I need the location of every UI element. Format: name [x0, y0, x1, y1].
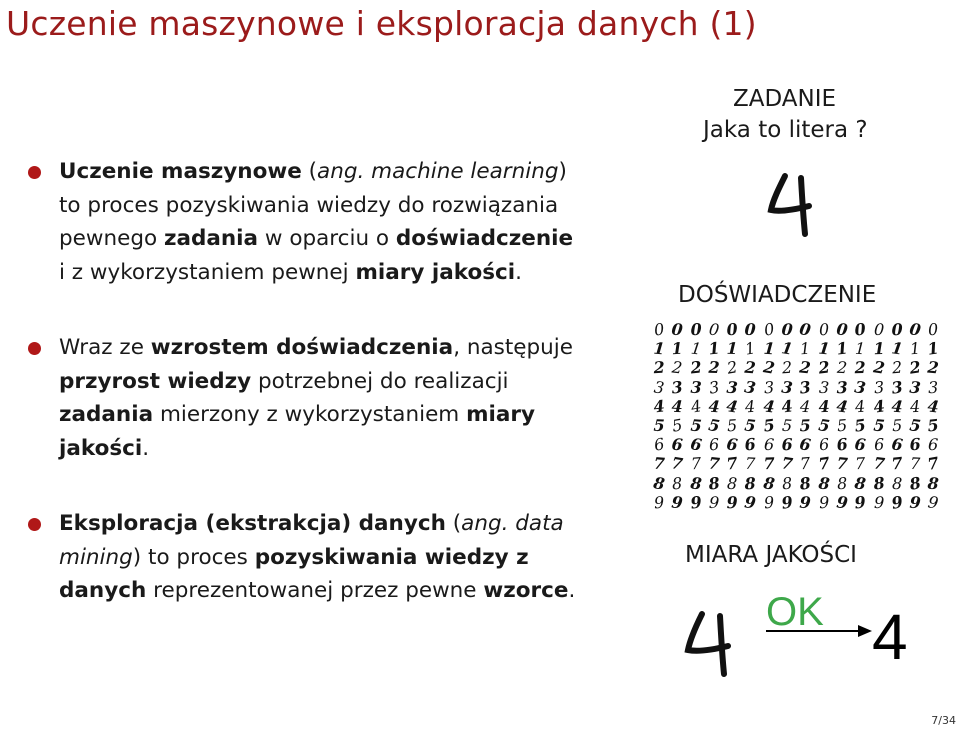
bullet-line [59, 398, 628, 432]
handwritten-digit: 6 [708, 434, 720, 455]
handwritten-digit: 9 [780, 492, 795, 513]
handwritten-digit: 1 [835, 338, 849, 359]
handwritten-digit: 5 [762, 415, 776, 436]
handwritten-digit: 4 [689, 396, 703, 417]
handwritten-digit: 8 [671, 473, 684, 493]
handwritten-digit: 9 [670, 492, 684, 513]
handwritten-digit: 5 [744, 415, 758, 436]
handwritten-digit: 8 [689, 472, 703, 494]
text-span: Wraz ze [59, 335, 151, 360]
handwritten-digit: 7 [854, 454, 866, 474]
bold-term: zadania [59, 402, 154, 427]
handwritten-digit: 6 [835, 434, 849, 455]
handwritten-digit: 5 [891, 415, 903, 436]
digit-row [650, 474, 943, 493]
handwritten-digit: 1 [780, 338, 795, 359]
handwritten-digit: 5 [670, 415, 685, 436]
handwritten-digit: 7 [652, 453, 666, 474]
handwritten-four-image [765, 170, 825, 240]
handwritten-digit: 7 [763, 454, 775, 474]
bold-term: jakości [59, 435, 143, 461]
handwritten-digit: 8 [891, 473, 903, 493]
handwritten-digit: 4 [854, 396, 867, 417]
handwritten-digit: 7 [745, 454, 757, 474]
handwritten-digit: 8 [817, 473, 831, 493]
bold-term: pozyskiwania wiedzy z [254, 544, 529, 570]
handwritten-digit: 0 [873, 319, 885, 340]
handwritten-digit: 2 [908, 357, 923, 379]
handwritten-digit: 6 [873, 434, 885, 455]
digit-row [650, 358, 943, 377]
handwritten-digit: 6 [928, 434, 940, 455]
text-span: . [142, 435, 150, 461]
handwritten-digit: 2 [799, 357, 813, 378]
text-span: mierzony z wykorzystaniem [153, 402, 467, 427]
handwritten-digit: 2 [689, 357, 703, 378]
handwritten-digit: 4 [744, 396, 757, 417]
handwritten-digit: 0 [853, 319, 868, 340]
handwritten-digit: 6 [817, 434, 830, 455]
text-span: ( [301, 159, 318, 184]
handwritten-digit: 7 [799, 453, 812, 474]
handwritten-digit: 6 [908, 434, 922, 455]
handwritten-digit: 4 [725, 395, 740, 417]
bold-term: doświadczenie [395, 226, 574, 251]
bullet-line [59, 365, 628, 399]
handwritten-digit: 3 [818, 377, 830, 397]
handwritten-digit: 3 [890, 376, 904, 398]
handwritten-digit: 0 [671, 319, 684, 340]
text-span: ) [558, 159, 567, 184]
handwritten-digit: 5 [689, 415, 702, 436]
digit-row [650, 454, 943, 473]
italic-term: ang. machine learning [317, 159, 559, 184]
task-heading: ZADANIE [733, 86, 837, 112]
page-number: 7/34 [931, 714, 956, 727]
handwritten-digit: 0 [908, 319, 923, 340]
handwritten-digit: 0 [835, 319, 849, 340]
handwritten-digit: 1 [726, 338, 739, 359]
quality-heading: MIARA JAKOŚCI [685, 542, 857, 568]
handwritten-digit: 7 [670, 453, 685, 475]
handwritten-digit: 0 [725, 319, 739, 340]
handwritten-digit: 9 [818, 492, 830, 512]
slide-title: Uczenie maszynowe i eksploracja danych (1) [6, 4, 757, 43]
handwritten-digit: 1 [926, 338, 941, 359]
handwritten-digit: 3 [726, 377, 739, 397]
handwritten-digit: 2 [744, 358, 757, 378]
handwritten-digit: 0 [818, 319, 830, 340]
handwritten-digit: 5 [836, 415, 849, 436]
text-span: pewnego [59, 226, 164, 251]
text-span: reprezentowanej przez pewne [146, 578, 484, 603]
handwritten-digit: 5 [853, 415, 868, 436]
handwritten-digit: 3 [836, 377, 849, 397]
handwritten-digit: 9 [763, 492, 775, 513]
digit-row [650, 493, 943, 512]
handwritten-digit: 2 [671, 357, 684, 378]
handwritten-digit: 1 [799, 338, 812, 359]
text-span: potrzebnej do realizacji [251, 368, 509, 394]
handwritten-digit: 5 [707, 415, 722, 436]
handwritten-digit: 0 [891, 319, 903, 340]
bullet-line [59, 222, 628, 256]
bullet-item-3 [28, 507, 628, 608]
bullet-dot [28, 518, 41, 531]
handwritten-digit: 2 [725, 357, 739, 379]
handwritten-digit: 8 [927, 473, 940, 493]
handwritten-digit: 0 [744, 319, 757, 340]
text-span: w oparciu o [258, 226, 396, 251]
handwritten-digit: 8 [707, 472, 721, 494]
handwritten-digit: 4 [926, 396, 941, 417]
handwritten-digit: 7 [707, 453, 721, 474]
digit-row [650, 378, 943, 397]
handwritten-digit: 6 [671, 434, 684, 455]
handwritten-digit: 1 [890, 338, 904, 359]
handwritten-digit: 8 [726, 473, 738, 493]
bold-term: zadania [163, 226, 259, 251]
handwritten-digit: 5 [653, 415, 666, 436]
handwritten-digit: 1 [743, 338, 758, 359]
handwritten-digit: 3 [763, 377, 775, 397]
handwritten-digit: 4 [707, 396, 721, 417]
handwritten-digit: 1 [909, 338, 922, 359]
handwritten-digit: 5 [781, 415, 793, 436]
handwritten-digit: 3 [689, 377, 702, 397]
handwritten-digit: 7 [725, 453, 740, 474]
handwritten-digit: 2 [817, 357, 831, 378]
handwritten-digit: 0 [798, 319, 813, 340]
experience-heading: DOŚWIADCZENIE [678, 282, 877, 308]
handwritten-digit: 4 [871, 396, 886, 417]
handwritten-digit: 6 [890, 434, 904, 455]
digit-row [650, 320, 943, 339]
handwritten-digit: 8 [853, 472, 868, 494]
handwritten-digit: 2 [871, 357, 886, 379]
handwritten-digit: 4 [780, 396, 794, 417]
bullet-dot [28, 166, 41, 179]
bullet-line [59, 331, 628, 365]
handwritten-digit: 2 [708, 358, 720, 378]
handwritten-digit: 7 [835, 453, 849, 474]
digit-row [650, 339, 943, 358]
handwritten-digit: 7 [872, 453, 886, 474]
handwritten-digit: 5 [872, 415, 886, 436]
handwritten-digit: 3 [798, 376, 813, 398]
bold-term: danych [59, 578, 147, 603]
handwritten-digit: 5 [816, 415, 831, 436]
bullet-text [59, 331, 628, 465]
handwritten-digit: 7 [689, 453, 702, 474]
handwritten-digit: 2 [761, 357, 776, 379]
handwritten-digit: 1 [854, 338, 866, 359]
recognition-result: 4 [872, 601, 908, 673]
handwritten-digit: 0 [927, 319, 940, 340]
handwritten-digit: 2 [854, 358, 867, 378]
handwritten-digit: 8 [744, 473, 757, 493]
bullet-line [59, 256, 628, 290]
bullet-item-2 [28, 331, 628, 465]
handwritten-digit: 6 [743, 434, 758, 455]
handwritten-digit: 4 [817, 396, 830, 416]
handwritten-digit: 3 [707, 376, 721, 398]
handwritten-digit: 8 [908, 472, 923, 494]
handwritten-digit: 2 [891, 357, 903, 378]
handwritten-digit: 6 [652, 434, 666, 455]
handwritten-digit: 5 [927, 415, 941, 436]
handwritten-digit: 9 [743, 492, 758, 513]
text-span: . [515, 259, 522, 285]
handwritten-digit: 4 [890, 396, 904, 417]
text-span: i z wykorzystaniem pewnej [59, 259, 356, 285]
bold-term: Uczenie maszynowe [59, 159, 302, 184]
handwritten-digit: 1 [671, 338, 684, 359]
bold-term: przyrost wiedzy [59, 368, 252, 394]
handwritten-digit: 0 [652, 319, 666, 340]
handwritten-digit: 9 [853, 492, 867, 513]
handwritten-digit: 9 [889, 491, 905, 513]
text-span: , następuje [453, 335, 574, 360]
bullet-text [59, 155, 628, 289]
bullet-line [59, 155, 628, 189]
bold-term: wzorce [483, 578, 569, 603]
handwritten-digit: 8 [762, 472, 776, 494]
handwritten-digit: 9 [689, 492, 703, 513]
bullet-line [59, 574, 628, 608]
handwritten-digit: 0 [762, 319, 776, 340]
text-span: to proces pozyskiwania wiedzy do rozwiązania [59, 192, 559, 218]
italic-term: ang. data [461, 511, 564, 536]
handwritten-digit: 8 [798, 472, 813, 494]
bullet-text [59, 507, 628, 608]
handwritten-digit: 3 [872, 377, 885, 397]
handwritten-digit: 6 [725, 434, 739, 455]
handwritten-digit: 9 [653, 492, 665, 513]
handwritten-digit: 3 [780, 377, 794, 398]
bullet-dot [28, 342, 41, 355]
mnist-digit-grid [650, 320, 943, 512]
bullet-line [59, 432, 628, 466]
handwritten-digit: 0 [689, 319, 702, 340]
bullet-line [59, 189, 628, 223]
handwritten-digit: 5 [908, 415, 923, 436]
handwritten-digit: 6 [781, 434, 794, 455]
digit-row [650, 397, 943, 416]
handwritten-digit: 2 [927, 357, 940, 378]
handwritten-digit: 3 [908, 377, 922, 398]
handwritten-digit: 2 [653, 358, 666, 378]
handwritten-digit: 8 [836, 473, 848, 493]
handwritten-digit: 1 [762, 338, 776, 359]
handwritten-digit: 2 [781, 358, 793, 378]
handwritten-digit: 1 [872, 338, 885, 359]
handwritten-digit: 7 [926, 453, 941, 475]
handwritten-digit: 9 [708, 492, 720, 512]
handwritten-digit: 5 [799, 415, 812, 436]
handwritten-digit: 4 [671, 396, 684, 416]
handwritten-digit: 9 [835, 492, 849, 513]
handwritten-digit: 4 [652, 396, 666, 417]
handwritten-digit: 9 [799, 492, 812, 513]
handwritten-digit: 2 [836, 358, 848, 378]
handwritten-digit: 3 [853, 376, 868, 398]
bullet-item-1 [28, 155, 628, 289]
handwritten-digit: 3 [928, 377, 940, 397]
bullet-line [59, 507, 628, 541]
handwritten-digit: 1 [689, 338, 702, 359]
handwritten-digit: 8 [872, 472, 886, 494]
handwritten-digit: 1 [707, 338, 721, 359]
handwritten-digit: 9 [873, 492, 885, 512]
handwritten-digit: 5 [726, 415, 739, 436]
handwritten-digit: 9 [726, 492, 739, 512]
handwritten-digit: 6 [798, 434, 813, 455]
handwritten-digit: 6 [688, 434, 703, 455]
handwritten-digit: 3 [652, 377, 666, 398]
handwritten-digit: 3 [670, 377, 684, 398]
handwritten-digit: 0 [781, 319, 794, 340]
handwritten-four-image [682, 608, 744, 678]
handwritten-digit: 4 [835, 396, 849, 417]
handwritten-digit: 7 [780, 453, 795, 474]
handwritten-digit: 6 [763, 434, 775, 455]
arrow-icon [766, 620, 876, 640]
bold-term: Eksploracja (ekstrakcja) danych [59, 511, 446, 536]
digit-row [650, 435, 943, 454]
digit-row [650, 416, 943, 435]
handwritten-digit: 7 [890, 453, 904, 474]
bold-term: miary jakości [355, 259, 516, 285]
handwritten-digit: 8 [781, 473, 794, 493]
handwritten-digit: 4 [799, 396, 812, 417]
handwritten-digit: 9 [927, 492, 941, 513]
italic-term: mining [59, 544, 133, 570]
handwritten-digit: 0 [707, 319, 721, 340]
text-span: ) to proces [132, 544, 255, 570]
handwritten-digit: 4 [762, 396, 776, 417]
handwritten-digit: 9 [909, 492, 922, 513]
handwritten-digit: 1 [652, 338, 666, 359]
handwritten-digit: 8 [652, 472, 667, 494]
handwritten-digit: 1 [817, 338, 831, 359]
handwritten-digit: 6 [854, 434, 867, 455]
handwritten-digit: 4 [909, 396, 921, 417]
bold-term: miary [466, 402, 535, 427]
task-question: Jaka to litera ? [703, 117, 868, 143]
handwritten-digit: 7 [909, 454, 921, 474]
ok-label: OK [766, 590, 824, 634]
bold-term: wzrostem doświadczenia [150, 335, 454, 360]
text-span: . [568, 578, 576, 603]
text-span: ( [445, 511, 462, 536]
handwritten-digit: 7 [816, 453, 831, 474]
handwritten-digit: 3 [743, 376, 758, 398]
bullet-line [59, 541, 628, 575]
